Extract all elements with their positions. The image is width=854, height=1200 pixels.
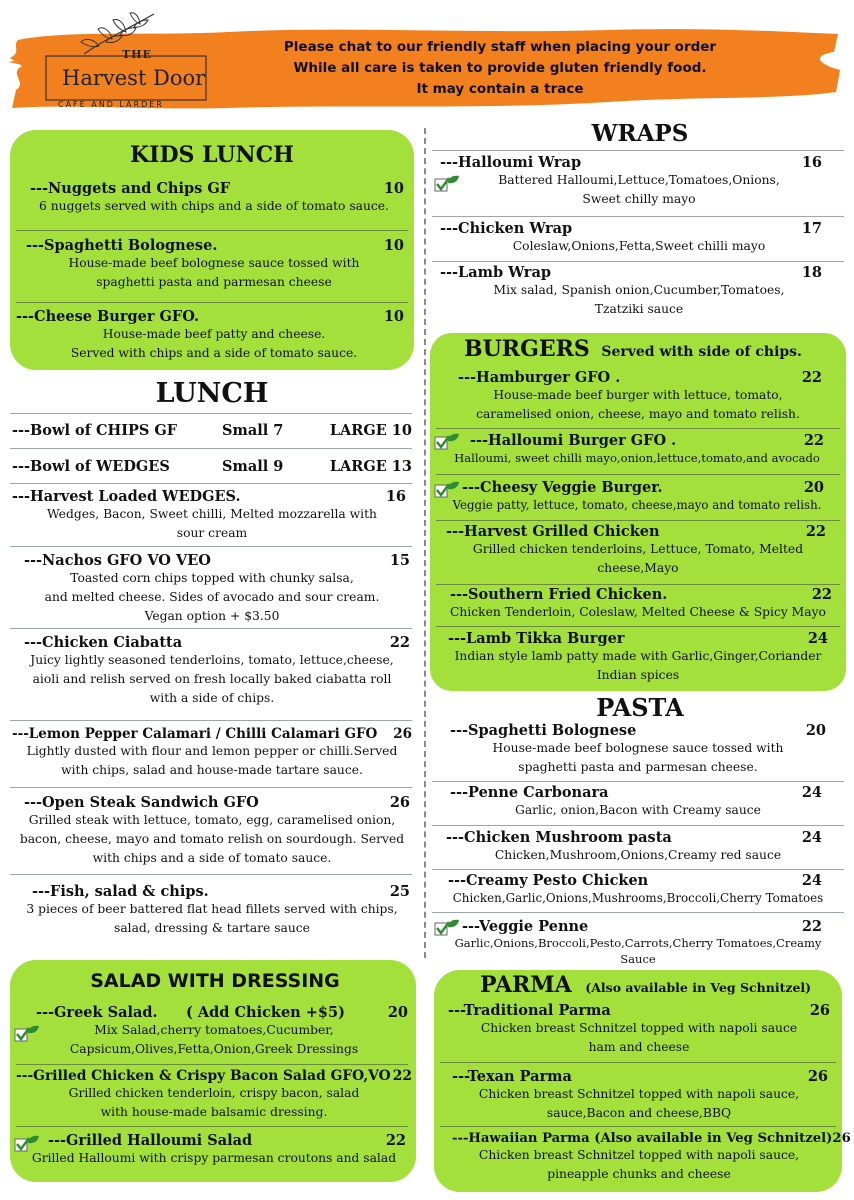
item-name: ---Hamburger GFO . [458, 369, 621, 386]
item-desc: with house-made balsamic dressing. [100, 1105, 328, 1119]
separator [10, 546, 412, 547]
menu-item [434, 918, 842, 967]
separator [436, 428, 840, 429]
logo-the: THE [122, 48, 152, 61]
item-desc: Sweet chilly mayo [582, 192, 696, 206]
item-desc: spaghetti pasta and parmesan cheese [96, 275, 332, 289]
item-desc: House-made beef burger with lettuce, tomato, [493, 388, 783, 402]
item-name: ---Open Steak Sandwich GFO [24, 794, 259, 811]
kids-lunch-title: KIDS LUNCH [130, 142, 294, 168]
item-price-small: Small 9 [222, 458, 284, 475]
item-name: ---Lamb Wrap [440, 264, 551, 281]
item-price: 10 [383, 308, 404, 325]
parma-subtitle: (Also available in Veg Schnitzel) [585, 980, 812, 995]
menu-item [434, 784, 842, 820]
item-price: 25 [389, 883, 410, 900]
item-price: 26 [389, 794, 410, 811]
separator [440, 1126, 836, 1127]
item-desc: Juicy lightly seasoned tenderloins, tomato, lettuce,cheese, [30, 653, 394, 667]
separator [432, 869, 844, 870]
item-desc: Lightly dusted with flour and lemon pepper or chilli.Served [26, 744, 398, 758]
item-price: 15 [389, 552, 410, 569]
item-name: ---Harvest Grilled Chicken [446, 523, 660, 540]
item-desc: Chicken breast Schnitzel topped with napoli sauce [480, 1021, 798, 1035]
item-price: 22 [803, 432, 824, 449]
item-name: ---Bowl of CHIPS GF [12, 422, 178, 439]
item-name: ---Cheesy Veggie Burger. [462, 479, 663, 496]
item-name: ---Spaghetti Bolognese. [26, 237, 218, 254]
item-name: ---Fish, salad & chips. [32, 883, 209, 900]
item-desc: Capsicum,Olives,Fetta,Onion,Greek Dressings [69, 1042, 359, 1056]
item-price: 24 [801, 872, 822, 889]
item-price: 20 [805, 722, 826, 739]
menu-item [12, 883, 412, 938]
separator [432, 781, 844, 782]
item-price: 18 [801, 264, 822, 281]
item-desc: Chicken,Garlic,Onions,Mushrooms,Broccoli,Cherry Tomatoes [452, 891, 824, 905]
item-desc: salad, dressing & tartare sauce [114, 921, 310, 935]
item-name: ---Chicken Ciabatta [24, 634, 183, 651]
menu-item [16, 1004, 412, 1059]
item-desc: Grilled steak with lettuce, tomato, egg, caramelised onion, [28, 813, 396, 827]
item-desc: Battered Halloumi,Lettuce,Tomatoes,Onions, [498, 173, 780, 187]
separator [10, 720, 412, 721]
menu-item [436, 220, 842, 256]
item-price: 22 [385, 1132, 406, 1149]
item-desc: Sauce [620, 952, 656, 966]
separator [432, 150, 844, 151]
separator [436, 520, 840, 521]
item-name: ---Veggie Penne [462, 918, 589, 935]
item-price: 24 [801, 829, 822, 846]
item-price: 22 [811, 586, 832, 603]
menu-item [12, 552, 412, 626]
separator [440, 1062, 836, 1063]
item-price: 22 [389, 634, 410, 651]
menu-item [438, 1068, 840, 1123]
item-name: ---Halloumi Burger GFO . [470, 432, 677, 449]
notice-text [250, 37, 750, 100]
burgers-title [464, 336, 802, 362]
menu-item [436, 154, 842, 209]
item-price: 17 [801, 220, 822, 237]
item-price-large: LARGE 13 [329, 458, 412, 475]
separator [436, 584, 840, 585]
item-desc: with chips and a side of tomato sauce. [92, 851, 332, 865]
item-name: ---Lemon Pepper Calamari / Chilli Calamari GFO [12, 726, 378, 742]
menu-item [432, 432, 842, 468]
item-name: ---Bowl of WEDGES [12, 458, 170, 475]
item-price: 22 [801, 369, 822, 386]
separator [10, 787, 412, 788]
menu-item [432, 479, 842, 515]
item-desc: aioli and relish served on fresh locally baked ciabatta roll [32, 672, 392, 686]
burgers-heading: BURGERS [464, 336, 590, 362]
separator [436, 474, 840, 475]
separator [16, 302, 408, 303]
separator [436, 626, 840, 627]
item-price: 22 [392, 1068, 412, 1084]
item-desc: Chicken Tenderloin, Coleslaw, Melted Cheese & Spicy Mayo [450, 605, 826, 619]
logo-name: Harvest Door [62, 66, 206, 90]
item-desc: House-made beef patty and cheese. [102, 327, 326, 341]
item-desc: Toasted corn chips topped with chunky salsa, [70, 571, 354, 585]
item-price: 16 [385, 488, 406, 505]
separator [432, 216, 844, 217]
item-name: ---Greek Salad. [36, 1004, 158, 1021]
item-name: ---Lamb Tikka Burger [448, 630, 625, 647]
lunch-title: LUNCH [155, 378, 269, 409]
item-name: ---Traditional Parma [448, 1002, 611, 1019]
menu-item [434, 523, 842, 578]
item-desc: Grilled chicken tenderloins, Lettuce, Tomato, Melted [472, 542, 804, 556]
parma-title [480, 972, 811, 998]
item-name: ---Harvest Loaded WEDGES. [12, 488, 241, 505]
item-desc: with a side of chips. [149, 691, 275, 705]
item-price: 26 [832, 1131, 851, 1146]
menu-item-wedges [12, 458, 412, 475]
item-desc: Grilled Halloumi with crispy parmesan croutons and salad [31, 1151, 397, 1165]
item-desc: bacon, cheese, mayo and tomato relish on sourdough. Served [19, 832, 405, 846]
item-desc: Mix Salad,cherry tomatoes,Cucumber, [94, 1023, 334, 1037]
pasta-title: PASTA [596, 693, 684, 722]
item-price-small: Small 7 [222, 422, 284, 439]
item-name: ---Southern Fried Chicken. [450, 586, 668, 603]
item-price-large: LARGE 10 [329, 422, 412, 439]
item-desc: Garlic,Onions,Broccoli,Pesto,Carrots,Cherry Tomatoes,Creamy [454, 936, 822, 950]
separator [16, 1064, 408, 1065]
item-desc: Indian style lamb patty made with Garlic,Ginger,Coriander [454, 649, 822, 663]
item-desc: Chicken breast Schnitzel topped with napoli sauce, [478, 1148, 800, 1162]
item-name: ---Texan Parma [452, 1068, 572, 1085]
menu-item [434, 722, 842, 777]
item-desc: Veggie patty, lettuce, tomato, cheese,mayo and tomato relish. [452, 498, 822, 512]
item-desc: Tzatziki sauce [594, 302, 684, 316]
separator [16, 230, 408, 231]
separator [10, 483, 412, 484]
salad-title: SALAD WITH DRESSING [90, 970, 340, 992]
menu-item [432, 872, 844, 908]
item-extra: ( Add Chicken +$5) [186, 1004, 345, 1021]
menu-item [438, 1131, 851, 1184]
wraps-title: WRAPS [591, 120, 689, 147]
item-desc: 6 nuggets served with chips and a side of tomato sauce. [39, 199, 389, 213]
item-desc: Coleslaw,Onions,Fetta,Sweet chilli mayo [512, 239, 766, 253]
item-desc: sour cream [176, 526, 248, 540]
menu-item [434, 829, 842, 865]
item-name: ---Grilled Halloumi Salad [48, 1132, 253, 1149]
item-desc: Mix salad, Spanish onion,Cucumber,Tomatoes, [493, 283, 785, 297]
item-price: 22 [801, 918, 822, 935]
menu-item [12, 794, 412, 868]
item-desc: ham and cheese [588, 1040, 690, 1054]
item-desc: spaghetti pasta and parmesan cheese. [518, 760, 758, 774]
separator [10, 413, 412, 414]
item-desc: 3 pieces of beer battered flat head fillets served with chips, [26, 902, 398, 916]
menu-item [434, 586, 842, 622]
item-price: 16 [801, 154, 822, 171]
item-desc: Wedges, Bacon, Sweet chilli, Melted mozzarella with [47, 507, 377, 521]
item-desc: Grilled chicken tenderloin, crispy bacon, salad [68, 1086, 360, 1100]
menu-item [434, 369, 842, 424]
menu-item [12, 726, 412, 780]
menu-item-chips [12, 422, 412, 439]
menu-item [12, 634, 412, 708]
item-name: ---Creamy Pesto Chicken [448, 872, 649, 889]
separator [432, 261, 844, 262]
item-price: 10 [383, 180, 404, 197]
item-desc: Chicken breast Schnitzel topped with napoli sauce, [478, 1087, 800, 1101]
item-name: ---Chicken Mushroom pasta [446, 829, 672, 846]
separator [10, 448, 412, 449]
menu-item [16, 308, 412, 363]
item-price: 26 [809, 1002, 830, 1019]
item-name: ---Chicken Wrap [440, 220, 573, 237]
item-name: ---Spaghetti Bolognese [450, 722, 637, 739]
item-name: ---Cheese Burger GFO. [16, 308, 200, 325]
burgers-subtitle: Served with side of chips. [601, 344, 802, 360]
item-desc: Halloumi, sweet chilli mayo,onion,lettuce,tomato,and avocado [454, 451, 820, 465]
item-price: 26 [393, 726, 412, 742]
notice-line: It may contain a trace [416, 81, 584, 97]
menu-item [436, 264, 842, 319]
item-desc: House-made beef bolognese sauce tossed with [68, 256, 360, 270]
menu-item [438, 1002, 840, 1057]
menu-item [434, 630, 842, 685]
menu-header [0, 0, 854, 120]
item-desc: sauce,Bacon and cheese,BBQ [546, 1106, 732, 1120]
item-name: ---Halloumi Wrap [440, 154, 582, 171]
column-divider [424, 128, 426, 958]
item-desc: Chicken,Mushroom,Onions,Creamy red sauce [494, 848, 782, 862]
menu-item [16, 237, 412, 292]
item-price: 10 [383, 237, 404, 254]
item-desc: caramelised onion, cheese, mayo and tomato relish. [476, 407, 800, 421]
item-name: ---Penne Carbonara [450, 784, 609, 801]
separator [16, 1126, 408, 1127]
item-price: 20 [387, 1004, 408, 1021]
item-desc: House-made beef bolognese sauce tossed with [492, 741, 784, 755]
item-price: 26 [807, 1068, 828, 1085]
logo-subtitle: CAFE AND LARDER [58, 100, 164, 109]
item-desc: Indian spices [596, 668, 680, 682]
menu-item [16, 180, 412, 216]
item-name: ---Hawaiian Parma (Also available in Veg Schnitzel) [452, 1131, 833, 1146]
item-desc: with chips, salad and house-made tartare sauce. [61, 763, 363, 777]
item-desc: cheese,Mayo [597, 561, 679, 575]
item-desc: and melted cheese. Sides of avocado and sour cream. [44, 590, 380, 604]
parma-heading: PARMA [480, 972, 572, 998]
item-name: ---Nachos GFO VO VEO [24, 552, 211, 569]
item-desc: Vegan option + $3.50 [144, 609, 280, 623]
separator [432, 912, 844, 913]
notice-line: Please chat to our friendly staff when placing your order [283, 39, 717, 55]
item-price: 20 [803, 479, 824, 496]
item-name: ---Grilled Chicken & Crispy Bacon Salad GFO,VO [16, 1068, 391, 1084]
menu-item [16, 1132, 412, 1168]
item-desc: Served with chips and a side of tomato sauce. [70, 346, 358, 360]
separator [432, 825, 844, 826]
menu-item [12, 488, 412, 543]
item-price: 24 [807, 630, 828, 647]
item-desc: pineapple chunks and cheese [547, 1167, 731, 1181]
notice-line: While all care is taken to provide gluten friendly food. [293, 60, 707, 76]
separator [10, 874, 412, 875]
logo [44, 10, 210, 110]
menu-item [16, 1068, 412, 1122]
separator [10, 628, 412, 629]
item-name: ---Nuggets and Chips GF [30, 180, 231, 197]
item-price: 22 [805, 523, 826, 540]
item-desc: Garlic, onion,Bacon with Creamy sauce [515, 803, 761, 817]
item-price: 24 [801, 784, 822, 801]
